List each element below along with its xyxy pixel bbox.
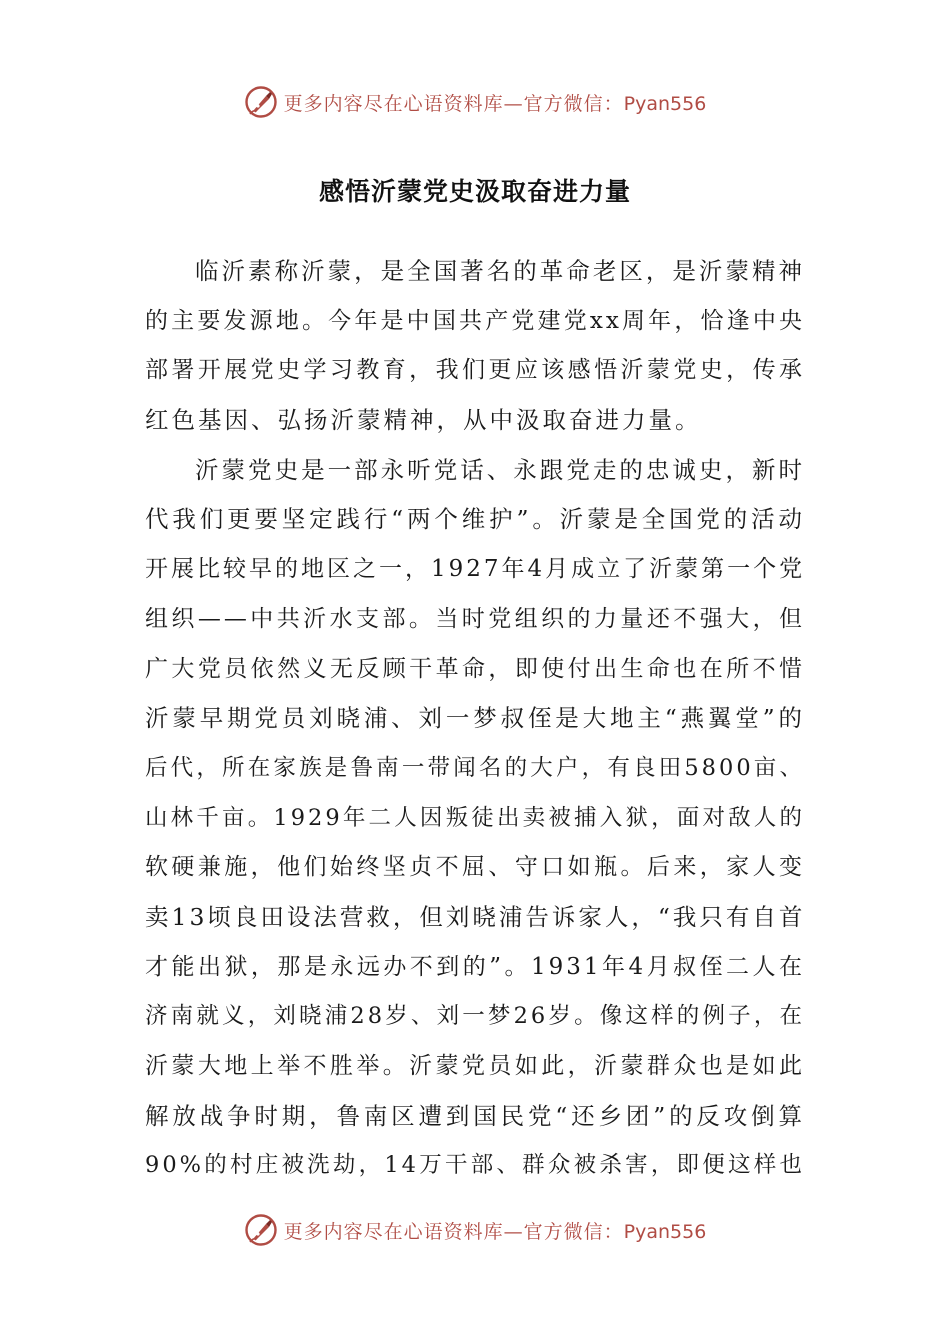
banner-wechat-id: Pyan556 (623, 92, 707, 115)
header-banner (0, 82, 950, 122)
body-line: 卖13顷良田设法营救，但刘晓浦告诉家人，“我只有自首 (145, 902, 806, 931)
body-line: 红色基因、弘扬沂蒙精神，从中汲取奋进力量。 (145, 406, 702, 435)
body-line: 代我们更要坚定践行“两个维护”。沂蒙是全国党的活动 (145, 505, 805, 534)
banner-slogan: 更多内容尽在心语资料库—官方微信： (283, 92, 624, 115)
body-line: 解放战争时期，鲁南区遭到国民党“还乡团”的反攻倒算 (145, 1101, 805, 1130)
footer-banner (0, 1210, 950, 1250)
body-line: 广大党员依然义无反顾干革命，即使付出生命也在所不惜 (145, 655, 805, 682)
header-banner-inner (244, 85, 707, 119)
pen-nib-logo-icon (244, 85, 278, 119)
body-line: 才能出狱，那是永远办不到的”。1931年4月叔侄二人在 (145, 953, 805, 980)
body-line: 的主要发源地。今年是中国共产党建党xx周年，恰逢中央 (145, 307, 805, 334)
body-line: 沂蒙党史是一部永听党话、永跟党走的忠诚史，新时 (195, 455, 805, 484)
banner-slogan: 更多内容尽在心语资料库—官方微信： (283, 1220, 624, 1243)
body-line: 开展比较早的地区之一，1927年4月成立了沂蒙第一个党 (145, 556, 806, 583)
document-body (145, 251, 805, 1195)
document-title: 感悟沂蒙党史汲取奋进力量 (318, 177, 631, 206)
body-line: 沂蒙早期党员刘晓浦、刘一梦叔侄是大地主“燕翼堂”的 (145, 704, 805, 733)
body-line: 90%的村庄被洗劫，14万干部、群众被杀害，即便这样也 (145, 1152, 805, 1179)
body-line: 沂蒙大地上举不胜举。沂蒙党员如此，沂蒙群众也是如此 (145, 1053, 805, 1079)
body-line: 后代，所在家族是鲁南一带闻名的大户，有良田5800亩、 (145, 754, 805, 781)
banner-text (284, 89, 707, 116)
body-line: 部署开展党史学习教育，我们更应该感悟沂蒙党史，传承 (145, 357, 805, 384)
pen-nib-logo-icon (244, 1213, 278, 1247)
body-line: 济南就义，刘晓浦28岁、刘一梦26岁。像这样的例子，在 (145, 1003, 805, 1030)
body-line: 软硬兼施，他们始终坚贞不屈、守口如瓶。后来，家人变 (145, 854, 805, 881)
body-line: 组织——中共沂水支部。当时党组织的力量还不强大，但 (145, 605, 805, 632)
body-line: 山林千亩。1929年二人因叛徒出卖被捕入狱，面对敌人的 (145, 804, 805, 831)
banner-wechat-id: Pyan556 (623, 1220, 707, 1243)
banner-text (284, 1217, 707, 1244)
body-line: 临沂素称沂蒙，是全国著名的革命老区，是沂蒙精神 (195, 257, 805, 285)
footer-banner-inner (244, 1213, 707, 1247)
